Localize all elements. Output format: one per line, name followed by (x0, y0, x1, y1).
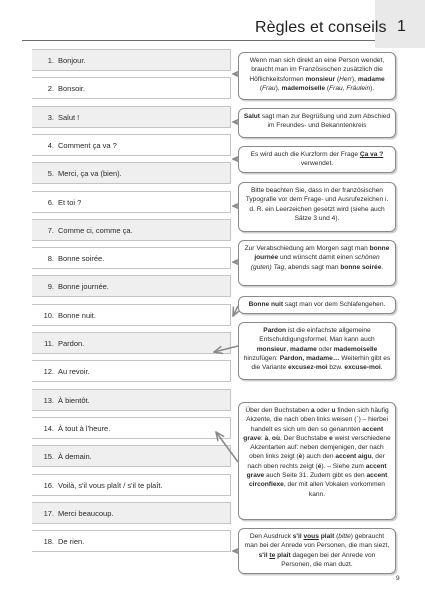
phrase-text: À tout à l'heure. (58, 423, 111, 433)
note-text-run: oder (314, 407, 332, 414)
note-text-run: plaît (275, 551, 291, 559)
phrase-text: Merci beaucoup. (58, 508, 114, 518)
note-text-run: ) gebraucht man bei der Anrede von Personen, die man siezt, (244, 533, 390, 550)
note-text-run: à (264, 434, 269, 442)
note-text-run: bonne journée (254, 245, 390, 262)
note-box (238, 182, 396, 232)
phrase-text: Comme ci, comme ça. (58, 225, 133, 235)
phrase-number: 8. (47, 254, 54, 264)
phrase-number: 13. (43, 395, 54, 405)
note-text-run: . (380, 364, 383, 372)
note-text-run: Wenn man sich direkt an eine Person wendet, braucht man im Französischen zusätzlich die Höflichkeitsformen (249, 57, 385, 83)
note-text-run: Pardon, madame… (279, 354, 340, 362)
note-text-run: Frau (262, 84, 276, 92)
note-text-run: monsieur (256, 345, 287, 353)
note-text-run: . (381, 263, 384, 271)
note-text-run: sagt man vor dem Schlafengehen. (283, 301, 386, 308)
note-text-run: bonne soirée (340, 263, 382, 271)
note-text-run: Über den Buchstaben (245, 407, 311, 414)
phrase-number: 11. (44, 339, 54, 348)
note-text-run: , der mit allen Vokalen vorkommen kann. (283, 481, 385, 498)
note-text-run: accent grave (246, 462, 387, 480)
phrase-number: 17. (43, 508, 54, 518)
phrase-number: 18. (43, 537, 54, 547)
note-text-run: s'il (292, 533, 304, 540)
note-text-run: verwendet. (300, 160, 334, 168)
phrase-text: Bonne nuit. (58, 310, 96, 320)
note-box (238, 240, 396, 286)
note-text-run: te (269, 551, 276, 559)
note-text-run: excuse-moi (344, 364, 381, 372)
note-text-run: excusez-moi (287, 364, 328, 372)
note-text-run: madame (357, 75, 385, 83)
note-text-run: monsieur (305, 75, 336, 83)
note-text-run: dagegen bei der Anrede von Personen, die man duzt. (281, 551, 376, 568)
note-text-run: weist verschiedene Akzentarten auf: neben demjenigen, der nach oben links zeigt ( (249, 434, 391, 461)
chapter-number: 1 (397, 18, 406, 35)
note-text-run: , der nach oben rechts zeigt ( (247, 453, 385, 470)
note-text-run: Bitte beachten Sie, dass in der französischen Typografie vor dem Frage- und Ausrufezeichen i. d. R. ein Leerzeichen gesetzt wird (siehe auch Sätze 3 und 4). (245, 187, 389, 222)
note-text-run: : (260, 434, 265, 442)
phrase-text: Comment ça va ? (58, 140, 117, 150)
phrase-text: Bonsoir. (58, 84, 86, 94)
note-text-run: ( (259, 84, 263, 92)
note-text-run: bzw. (327, 364, 345, 372)
note-text-run: . Der Buchstabe (279, 434, 330, 442)
note-text-run: ) auch den (302, 453, 336, 461)
phrase-number: 6. (47, 197, 54, 207)
note-text-run: plaît (318, 533, 335, 540)
note-text-run: è (298, 453, 303, 461)
note-text-run: oder (316, 345, 334, 353)
note-text-run: ), (275, 84, 282, 92)
phrase-text: Bonne journée. (58, 282, 109, 292)
phrase-number: 10. (43, 310, 54, 320)
note-text-run: mademoiselle (281, 84, 326, 92)
phrase-text: Au revoir. (58, 367, 90, 377)
phrase-number: 1. (47, 56, 54, 65)
note-text-run: Den Ausdruck (249, 533, 293, 540)
note-text-run: ), (351, 75, 358, 83)
note-text-run: mademoiselle (333, 345, 378, 353)
phrase-number: 16. (43, 480, 54, 490)
note-text-run: ist die einfachste allgemeine Entschuldigungsformel. Man kann auch (259, 327, 375, 344)
note-box (238, 322, 396, 380)
note-text-run: Frau, Fräulein (329, 84, 371, 92)
note-text-run: ). – Siehe zum (321, 462, 366, 470)
note-box (238, 402, 396, 520)
note-text-run: é (317, 462, 322, 470)
note-text-run: Herr (339, 75, 352, 83)
note-text-run: Salut (243, 113, 260, 120)
phrase-number: 4. (47, 140, 54, 150)
note-text-run: accent circonflexe (249, 472, 388, 489)
phrase-number: 9. (47, 282, 54, 292)
phrase-number: 3. (47, 112, 54, 122)
note-text-run: où (271, 434, 280, 442)
phrase-text: De rien. (58, 537, 85, 547)
note-text-run: ( (334, 533, 339, 540)
note-box (238, 146, 396, 173)
note-text-run: , (268, 434, 272, 442)
connector-arrow (216, 432, 238, 462)
phrase-text: Bonne soirée. (58, 254, 105, 264)
note-text-run: schönen (guten) Tag (250, 254, 380, 271)
note-text-run: Bonne nuit (248, 301, 284, 308)
note-text-run: ). (370, 84, 375, 92)
phrase-text: Et toi ? (58, 197, 82, 207)
note-text-run: , abends sagt man (284, 263, 341, 271)
note-text-run: hinzufügen: (243, 354, 280, 362)
phrase-number: 7. (47, 225, 54, 235)
note-text-run: Pardon (263, 327, 287, 334)
note-text-run: Weiterhin gibt es die Variante (251, 354, 391, 372)
page-title: Règles et conseils (255, 19, 387, 36)
connector-arrow (214, 346, 238, 352)
note-text-run: s'il (258, 551, 270, 559)
note-text-run: e (329, 434, 333, 442)
note-text-run: vous (303, 533, 319, 540)
note-box (238, 108, 396, 138)
note-text-run: auch Seite 31. Zudem gibt es den (264, 472, 367, 480)
note-text-run: madame (290, 345, 317, 353)
note-text-run: Es wird auch die Kurzform der Frage (250, 151, 360, 158)
phrase-number: 14. (43, 423, 54, 433)
phrase-text: Merci, ça va (bien). (58, 169, 122, 179)
phrase-text: À demain. (58, 452, 92, 462)
note-text-run: Zur Verabschiedung am Morgen sagt man (244, 245, 370, 252)
phrase-text: Salut ! (58, 112, 80, 122)
phrase-text: Bonjour. (58, 56, 86, 65)
note-box (238, 296, 396, 314)
note-text-run: bitte (338, 533, 351, 540)
phrase-number: 15. (43, 452, 54, 462)
note-text-run: u (331, 407, 336, 414)
page-number: 9 (396, 575, 400, 582)
note-box (238, 52, 396, 100)
note-text-run: accent aigu (335, 453, 372, 461)
note-text-run: Ça va ? (359, 151, 384, 158)
phrase-number: 2. (47, 84, 54, 94)
note-text-run: accent grave (243, 425, 384, 442)
note-box (238, 528, 396, 574)
note-text-run: sagt man zur Begrüßung und zum Abschied im Freundes- und Bekanntenkreis (260, 113, 391, 130)
phrase-text: Voilà, s'il vous plaît / s'il te plaît. (58, 480, 163, 490)
phrase-text: À bientôt. (58, 395, 90, 405)
note-text-run: ( (335, 75, 340, 83)
note-text-run: ( (325, 84, 330, 92)
phrase-number: 12. (43, 367, 54, 377)
phrase-text: Pardon. (58, 339, 85, 348)
note-text-run: und wünscht damit einen (278, 254, 355, 262)
phrase-number: 5. (47, 169, 54, 179)
note-text-run: a (310, 407, 315, 414)
note-text-run: , (286, 345, 291, 353)
note-text-run: finden sich häufig Akzente, die nach oben links weisen (`) – hierbei handelt es sich um den so genannten (246, 407, 389, 433)
